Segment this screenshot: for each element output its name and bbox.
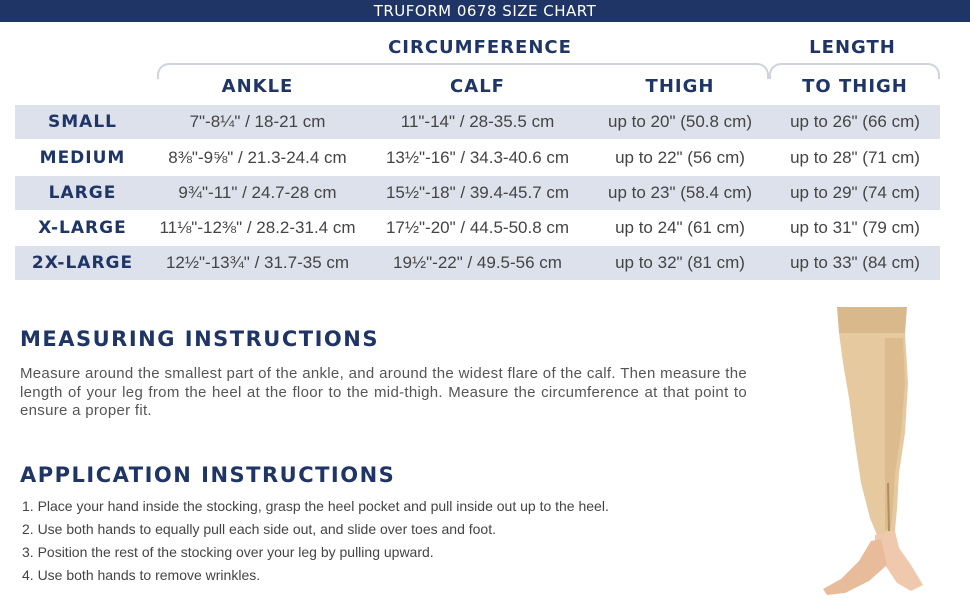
calf-cell: 11"-14" / 28-35.5 cm bbox=[400, 112, 555, 131]
calf-cell: 17½"-20" / 44.5-50.8 cm bbox=[385, 218, 570, 237]
column-header-to-thigh: TO THIGH bbox=[802, 76, 908, 97]
measuring-text: Measure around the smallest part of the ankle, and around the widest flare of the calf. Then measure the length of your leg from the heel at the floor to the mid-thigh. Measure the circumference at that point to ensure a proper fit. bbox=[20, 365, 747, 419]
calf-cell: 15½"-18" / 39.4-45.7 cm bbox=[385, 183, 570, 202]
application-steps bbox=[22, 496, 609, 588]
list-item: 4. Use both hands to remove wrinkles. bbox=[22, 567, 261, 583]
table-row-2x-large bbox=[15, 246, 940, 280]
thigh-cell: up to 22" (56 cm) bbox=[615, 148, 745, 167]
ankle-cell: 12½"-13¾" / 31.7-35 cm bbox=[165, 253, 350, 272]
chart-title-bar bbox=[0, 0, 970, 22]
size-label: 2X-LARGE bbox=[31, 253, 134, 273]
table-row-large bbox=[15, 176, 940, 210]
chart-title: TRUFORM 0678 SIZE CHART bbox=[373, 2, 597, 20]
ankle-cell: 11⅛"-12⅜" / 28.2-31.4 cm bbox=[159, 218, 356, 237]
length-cell: up to 26" (66 cm) bbox=[790, 112, 920, 131]
list-item: 1. Place your hand inside the stocking, grasp the heel pocket and pull inside out up to the heel. bbox=[22, 498, 609, 514]
stocking-leg-illustration bbox=[815, 303, 965, 600]
thigh-cell: up to 24" (61 cm) bbox=[615, 218, 745, 237]
column-header-calf: CALF bbox=[450, 76, 505, 97]
length-cell: up to 33" (84 cm) bbox=[790, 253, 920, 272]
thigh-cell: up to 32" (81 cm) bbox=[615, 253, 745, 272]
calf-cell: 13½"-16" / 34.3-40.6 cm bbox=[385, 148, 570, 167]
length-cell: up to 28" (71 cm) bbox=[790, 148, 920, 167]
circumference-header: CIRCUMFERENCE bbox=[388, 37, 572, 58]
table-row-small bbox=[15, 105, 940, 139]
size-label: X-LARGE bbox=[38, 218, 127, 238]
length-cell: up to 29" (74 cm) bbox=[790, 183, 920, 202]
column-header-ankle: ANKLE bbox=[221, 76, 294, 97]
ankle-cell: 8⅜"-9⅝" / 21.3-24.4 cm bbox=[168, 148, 347, 167]
list-item: 3. Position the rest of the stocking over your leg by pulling upward. bbox=[22, 544, 434, 560]
size-label: LARGE bbox=[48, 183, 117, 203]
thigh-cell: up to 20" (50.8 cm) bbox=[608, 112, 752, 131]
calf-cell: 19½"-22" / 49.5-56 cm bbox=[393, 253, 562, 272]
measuring-heading: MEASURING INSTRUCTIONS bbox=[20, 327, 379, 351]
size-label: MEDIUM bbox=[39, 148, 126, 168]
column-header-thigh: THIGH bbox=[645, 76, 715, 97]
size-label: SMALL bbox=[48, 112, 117, 132]
length-cell: up to 31" (79 cm) bbox=[790, 218, 920, 237]
table-row-x-large bbox=[15, 211, 940, 245]
ankle-cell: 9¾"-11" / 24.7-28 cm bbox=[178, 183, 337, 202]
list-item: 2. Use both hands to equally pull each side out, and slide over toes and foot. bbox=[22, 521, 496, 537]
application-heading: APPLICATION INSTRUCTIONS bbox=[20, 463, 396, 487]
thigh-cell: up to 23" (58.4 cm) bbox=[608, 183, 752, 202]
ankle-cell: 7"-8¼" / 18-21 cm bbox=[189, 112, 326, 131]
length-header: LENGTH bbox=[809, 37, 896, 58]
table-row-medium bbox=[15, 141, 940, 175]
